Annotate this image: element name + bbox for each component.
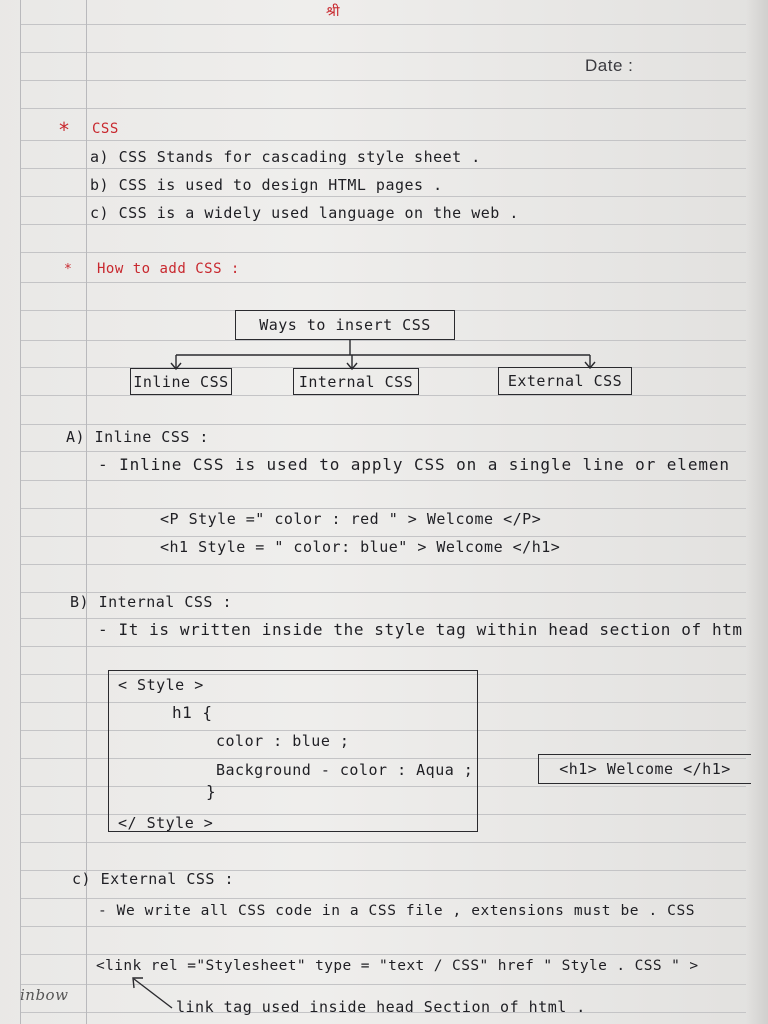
header-symbol: श्री [326, 4, 341, 20]
code-close-brace: } [206, 782, 217, 801]
inline-example-1: <P Style =" color : red " > Welcome </P> [160, 510, 542, 528]
code-close-tag: </ Style > [118, 814, 214, 832]
code-line-1: color : blue ; [216, 732, 350, 750]
css-point-b: b) CSS is used to design HTML pages . [90, 176, 443, 194]
css-title: CSS [92, 121, 119, 137]
diagram-external-label: External CSS [507, 372, 623, 390]
code-selector: h1 { [172, 703, 213, 722]
how-to-add-bullet: * [64, 262, 73, 277]
external-note: link tag used inside head Section of html . [176, 998, 586, 1016]
date-label: Date : [585, 56, 634, 75]
output-example-label: <h1> Welcome </h1> [559, 760, 731, 778]
external-title: c) External CSS : [72, 870, 235, 888]
css-point-a: a) CSS Stands for cascading style sheet . [90, 148, 481, 166]
css-bullet: * [58, 118, 71, 142]
diagram-internal-label: Internal CSS [298, 372, 414, 391]
css-point-c: c) CSS is a widely used language on the web . [90, 204, 519, 222]
external-description: - We write all CSS code in a CSS file , extensions must be . CSS [98, 903, 696, 919]
how-to-add-title: How to add CSS : [97, 261, 240, 277]
internal-title: B) Internal CSS : [70, 593, 233, 611]
inline-example-2: <h1 Style = " color: blue" > Welcome </h1> [160, 538, 561, 556]
external-link-example: <link rel ="Stylesheet" type = "text / CSS" href " Style . CSS " > [96, 958, 699, 974]
code-open-tag: < Style > [118, 676, 204, 694]
code-line-2: Background - color : Aqua ; [216, 761, 474, 779]
inline-description: - Inline CSS is used to apply CSS on a single line or elemen [98, 455, 730, 474]
diagram-inline-label: Inline CSS [133, 372, 229, 391]
internal-description: - It is written inside the style tag within head section of htm [98, 620, 743, 639]
inline-title: A) Inline CSS : [66, 428, 209, 446]
footer-brand: inbow [20, 986, 69, 1004]
diagram-root-label: Ways to insert CSS [259, 316, 431, 334]
